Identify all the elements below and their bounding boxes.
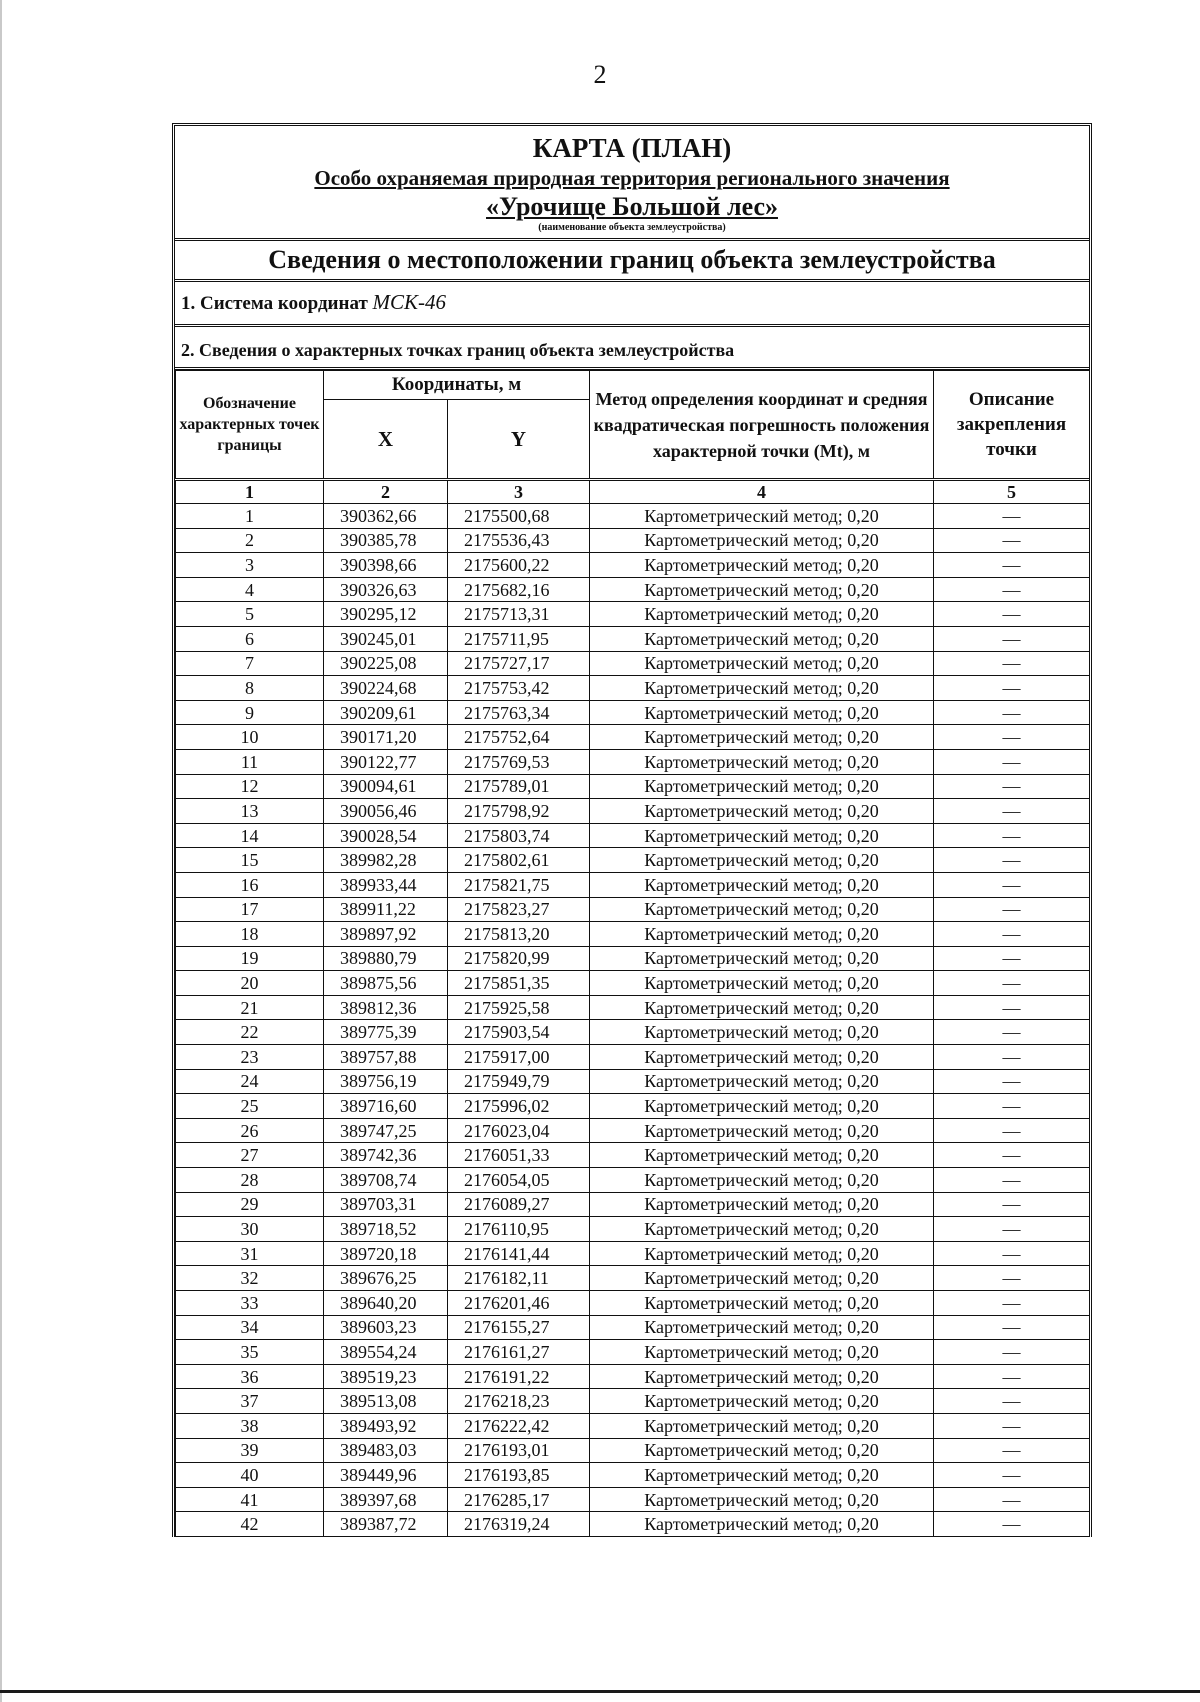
column-number: 5 bbox=[934, 480, 1090, 504]
points-heading: 2. Сведения о характерных точках границ объекта землеустройства bbox=[175, 327, 1089, 370]
x-coordinate-cell: 389875,56 bbox=[324, 971, 448, 996]
description-cell: — bbox=[934, 626, 1090, 651]
y-coordinate-cell: 2175789,01 bbox=[448, 774, 590, 799]
table-row bbox=[176, 602, 1090, 627]
table-row bbox=[176, 995, 1090, 1020]
description-cell: — bbox=[934, 922, 1090, 947]
table-row bbox=[176, 1291, 1090, 1316]
x-coordinate-cell: 390245,01 bbox=[324, 626, 448, 651]
method-cell: Картометрический метод; 0,20 bbox=[590, 1143, 934, 1168]
y-coordinate-cell: 2176023,04 bbox=[448, 1118, 590, 1143]
x-coordinate-cell: 390295,12 bbox=[324, 602, 448, 627]
points-table bbox=[175, 370, 1090, 1537]
x-coordinate-cell: 389775,39 bbox=[324, 1020, 448, 1045]
table-row bbox=[176, 1217, 1090, 1242]
description-cell: — bbox=[934, 971, 1090, 996]
y-coordinate-cell: 2176222,42 bbox=[448, 1413, 590, 1438]
table-row bbox=[176, 504, 1090, 529]
point-number-cell: 26 bbox=[176, 1118, 324, 1143]
x-coordinate-cell: 389708,74 bbox=[324, 1168, 448, 1193]
method-cell: Картометрический метод; 0,20 bbox=[590, 897, 934, 922]
x-coordinate-cell: 389519,23 bbox=[324, 1364, 448, 1389]
point-number-cell: 4 bbox=[176, 577, 324, 602]
point-number-cell: 36 bbox=[176, 1364, 324, 1389]
coordinate-system-value: МСК-46 bbox=[372, 290, 446, 314]
method-cell: Картометрический метод; 0,20 bbox=[590, 774, 934, 799]
method-cell: Картометрический метод; 0,20 bbox=[590, 553, 934, 578]
x-coordinate-cell: 389640,20 bbox=[324, 1291, 448, 1316]
y-coordinate-cell: 2175996,02 bbox=[448, 1094, 590, 1119]
title-block bbox=[175, 126, 1089, 241]
description-cell: — bbox=[934, 1094, 1090, 1119]
description-cell: — bbox=[934, 1413, 1090, 1438]
point-number-cell: 1 bbox=[176, 504, 324, 529]
table-row bbox=[176, 1364, 1090, 1389]
y-coordinate-cell: 2175820,99 bbox=[448, 946, 590, 971]
x-coordinate-cell: 389982,28 bbox=[324, 848, 448, 873]
description-cell: — bbox=[934, 700, 1090, 725]
x-coordinate-cell: 389933,44 bbox=[324, 872, 448, 897]
description-cell: — bbox=[934, 1512, 1090, 1537]
y-coordinate-cell: 2176191,22 bbox=[448, 1364, 590, 1389]
description-cell: — bbox=[934, 774, 1090, 799]
y-coordinate-cell: 2175769,53 bbox=[448, 749, 590, 774]
point-number-cell: 19 bbox=[176, 946, 324, 971]
x-coordinate-cell: 389716,60 bbox=[324, 1094, 448, 1119]
method-cell: Картометрический метод; 0,20 bbox=[590, 1364, 934, 1389]
method-cell: Картометрический метод; 0,20 bbox=[590, 725, 934, 750]
point-number-cell: 40 bbox=[176, 1463, 324, 1488]
description-cell: — bbox=[934, 725, 1090, 750]
y-coordinate-cell: 2175763,34 bbox=[448, 700, 590, 725]
table-row bbox=[176, 1266, 1090, 1291]
point-number-cell: 37 bbox=[176, 1389, 324, 1414]
table-row bbox=[176, 1413, 1090, 1438]
y-coordinate-cell: 2175753,42 bbox=[448, 676, 590, 701]
header-description: Описание закрепления точки bbox=[934, 371, 1090, 480]
table-row bbox=[176, 651, 1090, 676]
table-row bbox=[176, 823, 1090, 848]
method-cell: Картометрический метод; 0,20 bbox=[590, 528, 934, 553]
x-coordinate-cell: 390398,66 bbox=[324, 553, 448, 578]
point-number-cell: 32 bbox=[176, 1266, 324, 1291]
description-cell: — bbox=[934, 1118, 1090, 1143]
method-cell: Картометрический метод; 0,20 bbox=[590, 1463, 934, 1488]
y-coordinate-cell: 2175752,64 bbox=[448, 725, 590, 750]
document-body bbox=[172, 123, 1092, 1537]
table-row bbox=[176, 799, 1090, 824]
y-coordinate-cell: 2176201,46 bbox=[448, 1291, 590, 1316]
x-coordinate-cell: 389812,36 bbox=[324, 995, 448, 1020]
x-coordinate-cell: 390028,54 bbox=[324, 823, 448, 848]
point-number-cell: 30 bbox=[176, 1217, 324, 1242]
y-coordinate-cell: 2176141,44 bbox=[448, 1241, 590, 1266]
y-coordinate-cell: 2176193,01 bbox=[448, 1438, 590, 1463]
y-coordinate-cell: 2175500,68 bbox=[448, 504, 590, 529]
description-cell: — bbox=[934, 946, 1090, 971]
point-number-cell: 16 bbox=[176, 872, 324, 897]
point-number-cell: 35 bbox=[176, 1340, 324, 1365]
method-cell: Картометрический метод; 0,20 bbox=[590, 700, 934, 725]
method-cell: Картометрический метод; 0,20 bbox=[590, 1413, 934, 1438]
y-coordinate-cell: 2175917,00 bbox=[448, 1045, 590, 1070]
method-cell: Картометрический метод; 0,20 bbox=[590, 651, 934, 676]
table-row bbox=[176, 553, 1090, 578]
method-cell: Картометрический метод; 0,20 bbox=[590, 1217, 934, 1242]
y-coordinate-cell: 2176319,24 bbox=[448, 1512, 590, 1537]
table-row bbox=[176, 1045, 1090, 1070]
method-cell: Картометрический метод; 0,20 bbox=[590, 1118, 934, 1143]
point-number-cell: 20 bbox=[176, 971, 324, 996]
table-row bbox=[176, 848, 1090, 873]
table-row bbox=[176, 971, 1090, 996]
point-number-cell: 12 bbox=[176, 774, 324, 799]
x-coordinate-cell: 389387,72 bbox=[324, 1512, 448, 1537]
x-coordinate-cell: 389742,36 bbox=[324, 1143, 448, 1168]
document-frame bbox=[172, 123, 1092, 370]
x-coordinate-cell: 390225,08 bbox=[324, 651, 448, 676]
column-number: 2 bbox=[324, 480, 448, 504]
y-coordinate-cell: 2175711,95 bbox=[448, 626, 590, 651]
description-cell: — bbox=[934, 1069, 1090, 1094]
description-cell: — bbox=[934, 577, 1090, 602]
point-number-cell: 17 bbox=[176, 897, 324, 922]
description-cell: — bbox=[934, 897, 1090, 922]
y-coordinate-cell: 2175821,75 bbox=[448, 872, 590, 897]
table-row bbox=[176, 922, 1090, 947]
point-number-cell: 23 bbox=[176, 1045, 324, 1070]
point-number-cell: 5 bbox=[176, 602, 324, 627]
table-row bbox=[176, 1463, 1090, 1488]
y-coordinate-cell: 2176193,85 bbox=[448, 1463, 590, 1488]
table-row bbox=[176, 1389, 1090, 1414]
description-cell: — bbox=[934, 676, 1090, 701]
method-cell: Картометрический метод; 0,20 bbox=[590, 1315, 934, 1340]
description-cell: — bbox=[934, 799, 1090, 824]
table-row bbox=[176, 725, 1090, 750]
description-cell: — bbox=[934, 1364, 1090, 1389]
description-cell: — bbox=[934, 1291, 1090, 1316]
method-cell: Картометрический метод; 0,20 bbox=[590, 1045, 934, 1070]
point-number-cell: 25 bbox=[176, 1094, 324, 1119]
point-number-cell: 31 bbox=[176, 1241, 324, 1266]
method-cell: Картометрический метод; 0,20 bbox=[590, 971, 934, 996]
table-row bbox=[176, 1487, 1090, 1512]
point-number-cell: 9 bbox=[176, 700, 324, 725]
header-coordinates: Координаты, м bbox=[324, 371, 590, 400]
method-cell: Картометрический метод; 0,20 bbox=[590, 577, 934, 602]
coordinate-system-label: 1. Система координат bbox=[181, 293, 368, 314]
method-cell: Картометрический метод; 0,20 bbox=[590, 1192, 934, 1217]
y-coordinate-cell: 2176110,95 bbox=[448, 1217, 590, 1242]
table-row bbox=[176, 1315, 1090, 1340]
x-coordinate-cell: 390209,61 bbox=[324, 700, 448, 725]
y-coordinate-cell: 2175682,16 bbox=[448, 577, 590, 602]
point-number-cell: 39 bbox=[176, 1438, 324, 1463]
x-coordinate-cell: 390326,63 bbox=[324, 577, 448, 602]
point-number-cell: 41 bbox=[176, 1487, 324, 1512]
point-number-cell: 29 bbox=[176, 1192, 324, 1217]
x-coordinate-cell: 389703,31 bbox=[324, 1192, 448, 1217]
table-row bbox=[176, 1512, 1090, 1537]
point-number-cell: 14 bbox=[176, 823, 324, 848]
y-coordinate-cell: 2175798,92 bbox=[448, 799, 590, 824]
y-coordinate-cell: 2176054,05 bbox=[448, 1168, 590, 1193]
x-coordinate-cell: 390122,77 bbox=[324, 749, 448, 774]
table-row bbox=[176, 897, 1090, 922]
x-coordinate-cell: 389449,96 bbox=[324, 1463, 448, 1488]
point-number-cell: 3 bbox=[176, 553, 324, 578]
document-subtitle: Особо охраняемая природная территория регионального значения bbox=[314, 166, 950, 190]
points-table-body bbox=[176, 504, 1090, 1537]
description-cell: — bbox=[934, 1217, 1090, 1242]
description-cell: — bbox=[934, 528, 1090, 553]
y-coordinate-cell: 2176182,11 bbox=[448, 1266, 590, 1291]
description-cell: — bbox=[934, 1463, 1090, 1488]
scan-bottom-line bbox=[0, 1690, 1200, 1693]
description-cell: — bbox=[934, 872, 1090, 897]
table-row bbox=[176, 1069, 1090, 1094]
description-cell: — bbox=[934, 651, 1090, 676]
method-cell: Картометрический метод; 0,20 bbox=[590, 1487, 934, 1512]
description-cell: — bbox=[934, 995, 1090, 1020]
table-row bbox=[176, 1340, 1090, 1365]
y-coordinate-cell: 2176285,17 bbox=[448, 1487, 590, 1512]
method-cell: Картометрический метод; 0,20 bbox=[590, 749, 934, 774]
point-number-cell: 42 bbox=[176, 1512, 324, 1537]
x-coordinate-cell: 389756,19 bbox=[324, 1069, 448, 1094]
x-coordinate-cell: 389911,22 bbox=[324, 897, 448, 922]
description-cell: — bbox=[934, 1192, 1090, 1217]
header-method: Метод определения координат и средняя квадратическая погрешность положения характерной точки (Mt), м bbox=[590, 371, 934, 480]
description-cell: — bbox=[934, 1168, 1090, 1193]
method-cell: Картометрический метод; 0,20 bbox=[590, 1438, 934, 1463]
table-row bbox=[176, 1118, 1090, 1143]
y-coordinate-cell: 2175949,79 bbox=[448, 1069, 590, 1094]
description-cell: — bbox=[934, 1438, 1090, 1463]
y-coordinate-cell: 2176051,33 bbox=[448, 1143, 590, 1168]
description-cell: — bbox=[934, 823, 1090, 848]
table-row bbox=[176, 1094, 1090, 1119]
method-cell: Картометрический метод; 0,20 bbox=[590, 995, 934, 1020]
description-cell: — bbox=[934, 1020, 1090, 1045]
method-cell: Картометрический метод; 0,20 bbox=[590, 504, 934, 529]
table-row bbox=[176, 700, 1090, 725]
method-cell: Картометрический метод; 0,20 bbox=[590, 1241, 934, 1266]
point-number-cell: 18 bbox=[176, 922, 324, 947]
description-cell: — bbox=[934, 504, 1090, 529]
method-cell: Картометрический метод; 0,20 bbox=[590, 1512, 934, 1537]
method-cell: Картометрический метод; 0,20 bbox=[590, 1291, 934, 1316]
method-cell: Картометрический метод; 0,20 bbox=[590, 1266, 934, 1291]
description-cell: — bbox=[934, 1241, 1090, 1266]
point-number-cell: 27 bbox=[176, 1143, 324, 1168]
table-row bbox=[176, 1168, 1090, 1193]
x-coordinate-cell: 389747,25 bbox=[324, 1118, 448, 1143]
description-cell: — bbox=[934, 1315, 1090, 1340]
x-coordinate-cell: 390056,46 bbox=[324, 799, 448, 824]
y-coordinate-cell: 2175727,17 bbox=[448, 651, 590, 676]
method-cell: Картометрический метод; 0,20 bbox=[590, 922, 934, 947]
y-coordinate-cell: 2175600,22 bbox=[448, 553, 590, 578]
x-coordinate-cell: 389603,23 bbox=[324, 1315, 448, 1340]
description-cell: — bbox=[934, 602, 1090, 627]
x-coordinate-cell: 390094,61 bbox=[324, 774, 448, 799]
description-cell: — bbox=[934, 1340, 1090, 1365]
method-cell: Картометрический метод; 0,20 bbox=[590, 1069, 934, 1094]
table-row bbox=[176, 1241, 1090, 1266]
point-number-cell: 10 bbox=[176, 725, 324, 750]
y-coordinate-cell: 2176155,27 bbox=[448, 1315, 590, 1340]
y-coordinate-cell: 2175713,31 bbox=[448, 602, 590, 627]
x-coordinate-cell: 389554,24 bbox=[324, 1340, 448, 1365]
y-coordinate-cell: 2175802,61 bbox=[448, 848, 590, 873]
y-coordinate-cell: 2175903,54 bbox=[448, 1020, 590, 1045]
scan-edge-line bbox=[0, 0, 2, 1702]
description-cell: — bbox=[934, 1487, 1090, 1512]
y-coordinate-cell: 2175851,35 bbox=[448, 971, 590, 996]
point-number-cell: 13 bbox=[176, 799, 324, 824]
point-number-cell: 22 bbox=[176, 1020, 324, 1045]
point-number-cell: 24 bbox=[176, 1069, 324, 1094]
method-cell: Картометрический метод; 0,20 bbox=[590, 626, 934, 651]
description-cell: — bbox=[934, 1389, 1090, 1414]
table-row bbox=[176, 1438, 1090, 1463]
points-table-wrapper bbox=[172, 370, 1092, 1537]
y-coordinate-cell: 2175536,43 bbox=[448, 528, 590, 553]
x-coordinate-cell: 390385,78 bbox=[324, 528, 448, 553]
method-cell: Картометрический метод; 0,20 bbox=[590, 1389, 934, 1414]
x-coordinate-cell: 390362,66 bbox=[324, 504, 448, 529]
point-number-cell: 15 bbox=[176, 848, 324, 873]
x-coordinate-cell: 389880,79 bbox=[324, 946, 448, 971]
coordinate-system bbox=[175, 282, 1089, 327]
x-coordinate-cell: 389493,92 bbox=[324, 1413, 448, 1438]
table-row bbox=[176, 946, 1090, 971]
method-cell: Картометрический метод; 0,20 bbox=[590, 799, 934, 824]
x-coordinate-cell: 389397,68 bbox=[324, 1487, 448, 1512]
header-y: Y bbox=[448, 400, 590, 480]
page-number: 2 bbox=[593, 60, 607, 89]
point-number-cell: 6 bbox=[176, 626, 324, 651]
table-row bbox=[176, 676, 1090, 701]
table-row bbox=[176, 626, 1090, 651]
point-number-cell: 21 bbox=[176, 995, 324, 1020]
method-cell: Картометрический метод; 0,20 bbox=[590, 1340, 934, 1365]
column-number: 1 bbox=[176, 480, 324, 504]
method-cell: Картометрический метод; 0,20 bbox=[590, 1168, 934, 1193]
description-cell: — bbox=[934, 1143, 1090, 1168]
x-coordinate-cell: 389513,08 bbox=[324, 1389, 448, 1414]
x-coordinate-cell: 389720,18 bbox=[324, 1241, 448, 1266]
description-cell: — bbox=[934, 553, 1090, 578]
y-coordinate-cell: 2175823,27 bbox=[448, 897, 590, 922]
method-cell: Картометрический метод; 0,20 bbox=[590, 1094, 934, 1119]
section-title: Сведения о местоположении границ объекта землеустройства bbox=[175, 241, 1089, 282]
point-number-cell: 7 bbox=[176, 651, 324, 676]
method-cell: Картометрический метод; 0,20 bbox=[590, 872, 934, 897]
point-number-cell: 38 bbox=[176, 1413, 324, 1438]
table-row bbox=[176, 577, 1090, 602]
y-coordinate-cell: 2176089,27 bbox=[448, 1192, 590, 1217]
table-row bbox=[176, 872, 1090, 897]
y-coordinate-cell: 2175803,74 bbox=[448, 823, 590, 848]
x-coordinate-cell: 389483,03 bbox=[324, 1438, 448, 1463]
description-cell: — bbox=[934, 1045, 1090, 1070]
description-cell: — bbox=[934, 749, 1090, 774]
x-coordinate-cell: 390224,68 bbox=[324, 676, 448, 701]
method-cell: Картометрический метод; 0,20 bbox=[590, 848, 934, 873]
header-point: Обозначение характерных точек границы bbox=[176, 371, 324, 480]
method-cell: Картометрический метод; 0,20 bbox=[590, 1020, 934, 1045]
method-cell: Картометрический метод; 0,20 bbox=[590, 676, 934, 701]
point-number-cell: 11 bbox=[176, 749, 324, 774]
method-cell: Картометрический метод; 0,20 bbox=[590, 602, 934, 627]
x-coordinate-cell: 389897,92 bbox=[324, 922, 448, 947]
object-name: «Урочище Большой лес» bbox=[486, 192, 778, 221]
document-title: КАРТА (ПЛАН) bbox=[532, 133, 732, 163]
y-coordinate-cell: 2175813,20 bbox=[448, 922, 590, 947]
description-cell: — bbox=[934, 848, 1090, 873]
table-row bbox=[176, 1192, 1090, 1217]
point-number-cell: 34 bbox=[176, 1315, 324, 1340]
y-coordinate-cell: 2176161,27 bbox=[448, 1340, 590, 1365]
table-row bbox=[176, 1020, 1090, 1045]
point-number-cell: 2 bbox=[176, 528, 324, 553]
table-row bbox=[176, 1143, 1090, 1168]
y-coordinate-cell: 2175925,58 bbox=[448, 995, 590, 1020]
object-name-caption: (наименование объекта землеустройства) bbox=[538, 222, 726, 233]
table-row bbox=[176, 528, 1090, 553]
x-coordinate-cell: 389718,52 bbox=[324, 1217, 448, 1242]
header-x: X bbox=[324, 400, 448, 480]
method-cell: Картометрический метод; 0,20 bbox=[590, 946, 934, 971]
point-number-cell: 8 bbox=[176, 676, 324, 701]
x-coordinate-cell: 390171,20 bbox=[324, 725, 448, 750]
x-coordinate-cell: 389676,25 bbox=[324, 1266, 448, 1291]
table-row bbox=[176, 774, 1090, 799]
method-cell: Картометрический метод; 0,20 bbox=[590, 823, 934, 848]
table-row bbox=[176, 749, 1090, 774]
description-cell: — bbox=[934, 1266, 1090, 1291]
y-coordinate-cell: 2176218,23 bbox=[448, 1389, 590, 1414]
column-number: 3 bbox=[448, 480, 590, 504]
point-number-cell: 28 bbox=[176, 1168, 324, 1193]
column-number: 4 bbox=[590, 480, 934, 504]
point-number-cell: 33 bbox=[176, 1291, 324, 1316]
x-coordinate-cell: 389757,88 bbox=[324, 1045, 448, 1070]
